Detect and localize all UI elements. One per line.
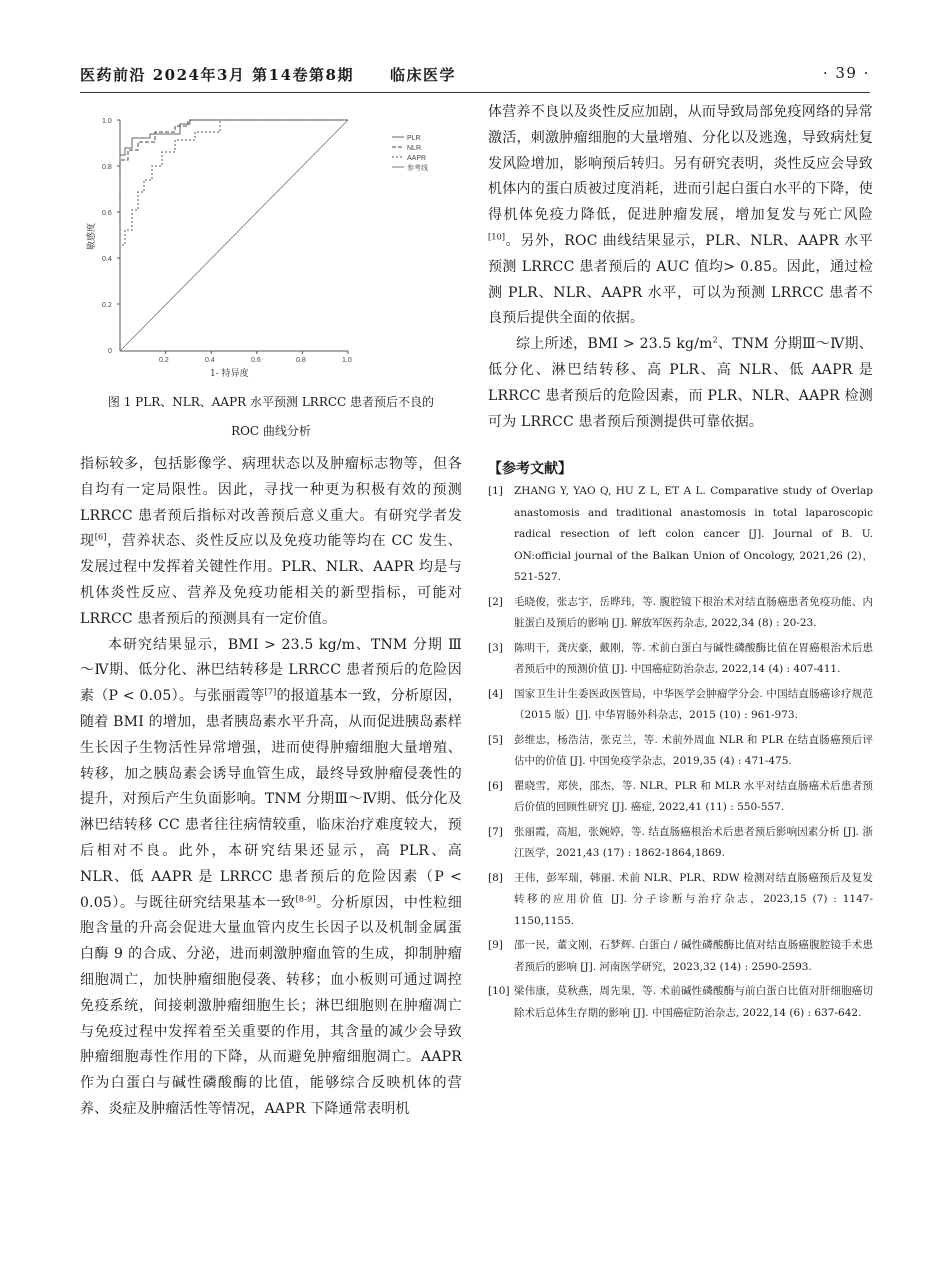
citation: [6] — [94, 532, 107, 542]
text-run: 。另外，ROC 曲线结果显示，PLR、NLR、AAPR 水平预测 LRRCC 患者预后的 AUC 值均> 0.85。因此，通过检测 PLR、NLR、AAPR 水平，可以为预测 LRRCC 患者不良预后提供全面的依据。 — [488, 232, 873, 327]
text-run: ，营养状态、炎性反应以及免疫功能等均在 CC 发生、发展过程中发挥着关键性作用。PLR、NLR、AAPR 均是与机体炎性反应、营养及免疫功能相关的新型指标，可能对 LRRCC 患者预后的预测具有一定价值。 — [80, 533, 462, 627]
text-run: 本研究结果显示，BMI > 23.5 kg/m、TNM 分期 Ⅲ～Ⅳ期、低分化、淋巴结转移是 LRRCC 患者预后的危险因素（P < 0.05）。与张丽霞等 — [80, 636, 462, 705]
legend-reference: 参考线 — [407, 165, 428, 172]
text-run: 、TNM 分期Ⅲ～Ⅳ期、低分化、淋巴结转移、高 PLR、高 NLR、低 AAPR 是 LRRCC 患者预后的危险因素，而 PLR、NLR、AAPR 检测可为 LRRCC 患者预后预测提供可靠依据。 — [488, 336, 873, 430]
y-tick: 0 — [108, 348, 112, 355]
reference-number: [3] — [488, 641, 503, 654]
reference-number: [1] — [488, 485, 503, 498]
reference-item — [488, 481, 873, 589]
reference-item — [488, 684, 873, 727]
references-heading: 【参考文献】 — [488, 461, 572, 478]
reference-text: 张丽霞，高旭，张婉婷，等. 结直肠癌根治术后患者预后影响因素分析 [J]. 浙江医学，2021,43 (17) : 1862-1864,1869. — [514, 825, 873, 860]
reference-text: 瞿晓雪，郑侠，邵杰，等. NLR、PLR 和 MLR 水平对结直肠癌术后患者预后价值的回顾性研究 [J]. 癌症, 2022,41 (11) : 550-557. — [514, 779, 873, 814]
legend-plr: PLR — [407, 135, 421, 142]
left-body — [80, 452, 462, 1123]
x-tick: 0.2 — [159, 357, 169, 364]
reference-number: [9] — [488, 939, 503, 952]
right-column — [488, 100, 873, 1027]
legend-aapr: AAPR — [407, 155, 427, 162]
reference-number: [10] — [488, 985, 510, 998]
right-paragraph-1 — [488, 100, 873, 332]
x-tick: 1.0 — [342, 357, 352, 364]
legend-nlr: NLR — [407, 145, 422, 152]
text-run: 体营养不良以及炎性反应加剧，从而导致局部免疫网络的异常激活，刺激肿瘤细胞的大量增殖、分化以及逃逸，导致病灶复发风险增加，影响预后转归。另有研究表明，炎性反应会导致机体内的蛋白质被过度消耗，进而引起白蛋白水平的下降，使得机体免疫力降低，促进肿瘤发展，增加复发与死亡风险 — [488, 104, 873, 224]
reference-number: [8] — [488, 871, 503, 884]
x-tick: 0.8 — [296, 357, 306, 364]
citation: [7] — [264, 687, 277, 697]
reference-text: ZHANG Y, YAO Q, HU Z L, ET A L. Comparative study of Overlap anastomosis and traditional anastomosis in total laparoscopic radical resection of left colon cancer [J]. Journal of B. U. ON:official journal of the Balkan Union of Oncology, 2021,26 (2)，521-527. — [514, 485, 873, 584]
figure-caption — [80, 388, 462, 446]
citation: [8-9] — [295, 893, 316, 903]
header-section: 临床医学 — [390, 66, 457, 84]
citation: [10] — [488, 232, 506, 242]
y-tick: 0.4 — [102, 256, 112, 263]
text-run: 。分析原因，中性粒细胞含量的升高会促进大量血管内皮生长因子以及机制金属蛋白酶 9 的合成、分泌，进而刺激肿瘤血管的生成，抑制肿瘤细胞凋亡，加快肿瘤细胞侵袭、转移；血小板则可通过调控免疫系统，间接刺激肿瘤细胞生长；淋巴细胞则在肿瘤凋亡与免疫过程中发挥着至关重要的作用，其含量的减少会导致肿瘤细胞毒性作用的下降，从而避免肿瘤细胞凋亡。AAPR 作为白蛋白与碱性磷酸酶的比值，能够综合反映机体的营养、炎症及肿瘤活性等情况，AAPR 下降通常表明机 — [80, 894, 462, 1117]
reference-item — [488, 638, 873, 681]
reference-item — [488, 935, 873, 978]
roc-chart — [80, 100, 462, 390]
header-rule — [80, 92, 870, 93]
roc-figure — [80, 100, 462, 445]
reference-text: 彭维忠，杨浩洁，张克兰，等. 术前外周血 NLR 和 PLR 在结直肠癌预后评估中的价值 [J]. 中国免疫学杂志，2019,35 (4) : 471-475. — [514, 733, 873, 768]
page-number: · 39 · — [822, 64, 870, 82]
reference-item — [488, 822, 873, 865]
reference-number: [7] — [488, 825, 503, 838]
reference-text: 梁伟康，莫秋燕，周先果，等. 术前碱性磷酸酶与前白蛋白比值对肝细胞癌切除术后总体生存期的影响 [J]. 中国癌症防治杂志, 2022,14 (6) : 637-642. — [514, 985, 873, 1019]
reference-item — [488, 776, 873, 819]
reference-list — [488, 481, 873, 1024]
text-run: 综上所述，BMI > 23.5 kg/m — [516, 336, 713, 353]
reference-number: [6] — [488, 779, 503, 792]
x-tick: 0.6 — [251, 357, 261, 364]
reference-text: 陈明干，龚庆豪，戴刚，等. 术前白蛋白与碱性磷酸酶比值在胃癌根治术后患者预后中的预测价值 [J]. 中国癌症防治杂志, 2022,14 (4) : 407-411. — [514, 641, 873, 676]
text-run: 指标较多，包括影像学、病理状态以及肿瘤标志物等，但各自均有一定局限性。因此，寻找一种更为积极有效的预测 LRRCC 患者预后指标对改善预后意义重大。有研究学者发现 — [80, 456, 462, 550]
y-tick: 0.6 — [102, 210, 112, 217]
reference-item — [488, 592, 873, 635]
reference-item — [488, 730, 873, 773]
reference-number: [2] — [488, 595, 503, 608]
right-paragraph-2 — [488, 332, 873, 435]
reference-item — [488, 981, 873, 1024]
reference-text: 毛晓俊，张志宇，岳晔玮，等. 腹腔镜下根治术对结直肠癌患者免疫功能、内脏蛋白及预后的影响 [J]. 解放军医药杂志, 2022,34 (8) : 20-23. — [514, 595, 873, 630]
reference-text: 邵一民，董文刚，石梦辉. 白蛋白 / 碱性磷酸酶比值对结直肠癌腹腔镜手术患者预后的影响 [J]. 河南医学研究，2023,32 (14) : 2590-2593. — [514, 939, 873, 973]
left-paragraph-2 — [80, 633, 462, 1123]
reference-number: [4] — [488, 687, 503, 700]
y-tick: 0.2 — [102, 302, 112, 309]
caption-line-1: 图 1 PLR、NLR、AAPR 水平预测 LRRCC 患者预后不良的 — [107, 395, 435, 409]
running-header — [80, 64, 870, 88]
header-issue: 医药前沿 2024年3月 第14卷第8期 — [80, 66, 354, 84]
reference-item — [488, 868, 873, 933]
reference-number: [5] — [488, 733, 503, 746]
reference-text: 王伟，彭军瑞，韩丽. 术前 NLR、PLR、RDW 检测对结直肠癌预后及复发转移的应用价值 [J]. 分子诊断与治疗杂志，2023,15 (7) : 1147-1150,1155. — [514, 871, 873, 927]
left-paragraph-1 — [80, 452, 462, 633]
reference-line — [120, 120, 348, 351]
y-tick: 1.0 — [102, 118, 112, 125]
y-tick: 0.8 — [102, 164, 112, 171]
x-tick: 0.4 — [205, 357, 215, 364]
text-run: 的报道基本一致，分析原因，随着 BMI 的增加，患者胰岛素水平升高，从而促进胰岛素样生长因子生物活性异常增强，进而使得肿瘤细胞大量增殖、转移，加之胰岛素会诱导血管生成，最终导致肿瘤侵袭性的提升，对预后产生负面影响。TNM 分期Ⅲ～Ⅳ期、低分化及淋巴结转移 CC 患者往往病情较重，临床治疗难度较大，预后相对不良。此外，本研究结果还显示，高 PLR、高 NLR、低 AAPR 是 LRRCC 患者预后的危险因素（P < 0.05）。与既往研究结果基本一致 — [80, 688, 462, 911]
y-axis-title: 敏感度 — [87, 222, 97, 250]
superscript: 2 — [712, 335, 718, 345]
reference-text: 国家卫生计生委医政医管局，中华医学会肿瘤学分会. 中国结直肠癌诊疗规范（2015 版）[J]. 中华胃肠外科杂志，2015 (10) : 961-973. — [514, 687, 873, 722]
caption-line-2: ROC 曲线分析 — [231, 424, 311, 438]
x-axis-title: 1- 特异度 — [210, 369, 249, 379]
